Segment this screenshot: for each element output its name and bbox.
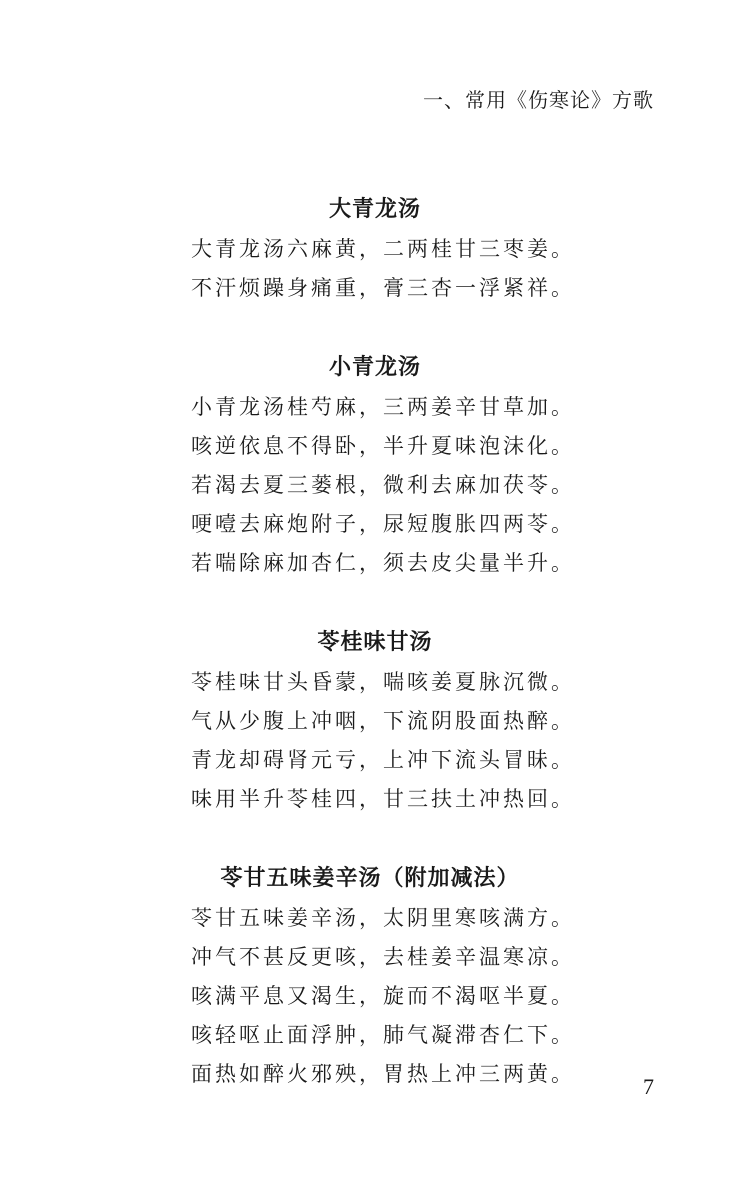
section-da-qinglong-tang — [0, 190, 750, 308]
verse-line: 咳逆依息不得卧，半升夏味泡沫化。 — [191, 434, 575, 458]
verse-line: 味用半升苓桂四，甘三扶土冲热回。 — [191, 787, 575, 811]
section-xiao-qinglong-tang — [0, 348, 750, 583]
page-number: 7 — [643, 1074, 654, 1099]
section-title: 大青龙汤 — [328, 197, 421, 222]
section-ling-gui-wei-gan-tang — [0, 623, 750, 819]
verse-line: 哽噎去麻炮附子，尿短腹胀四两苓。 — [191, 512, 575, 536]
verse-line: 冲气不甚反更咳，去桂姜辛温寒凉。 — [191, 945, 575, 969]
verse-line: 苓桂味甘头昏蒙，喘咳姜夏脉沉微。 — [191, 670, 575, 694]
verse-line: 咳满平息又渴生，旋而不渴呕半夏。 — [191, 984, 575, 1008]
verse-line: 若喘除麻加杏仁，须去皮尖量半升。 — [191, 551, 575, 575]
verse-line: 面热如醉火邪殃，胃热上冲三两黄。 — [191, 1062, 575, 1086]
verse-line: 若渴去夏三蒌根，微利去麻加茯苓。 — [191, 473, 575, 497]
verse-line: 咳轻呕止面浮肿，肺气凝滞杏仁下。 — [191, 1023, 575, 1047]
verse-line: 大青龙汤六麻黄，二两桂甘三枣姜。 — [191, 237, 575, 261]
page-content — [0, 190, 750, 1134]
verse-line: 不汗烦躁身痛重，膏三杏一浮紧祥。 — [191, 276, 575, 300]
section-title: 小青龙汤 — [328, 355, 421, 380]
section-ling-gan-wuwei-jiang-xin-tang — [0, 859, 750, 1094]
verse-line: 气从少腹上冲咽，下流阴股面热醉。 — [191, 709, 575, 733]
running-title: 一、常用《伤寒论》方歌 — [423, 88, 654, 112]
section-title: 苓桂味甘汤 — [317, 630, 433, 655]
verse-line: 苓甘五味姜辛汤，太阴里寒咳满方。 — [191, 906, 575, 930]
section-title: 苓甘五味姜辛汤（附加减法） — [220, 866, 520, 891]
verse-line: 小青龙汤桂芍麻，三两姜辛甘草加。 — [191, 395, 575, 419]
verse-line: 青龙却碍肾元亏，上冲下流头冒昧。 — [191, 748, 575, 772]
